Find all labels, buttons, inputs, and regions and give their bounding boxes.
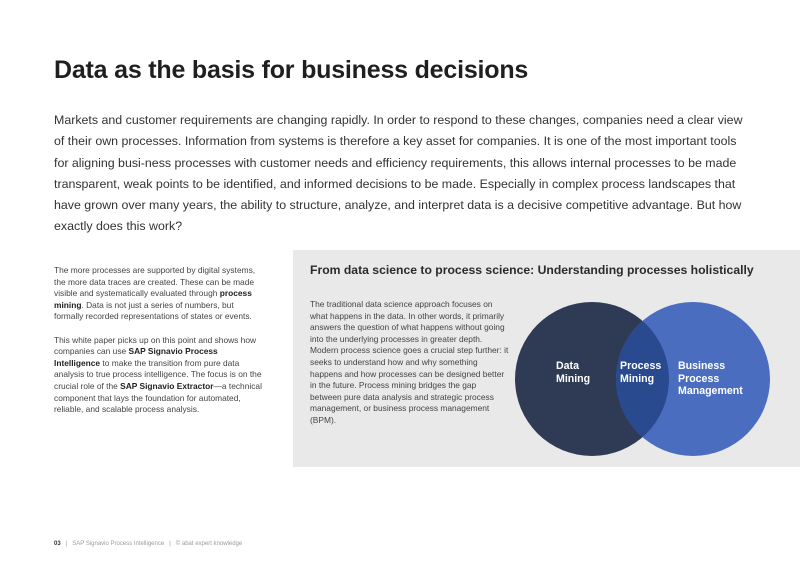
panel-text: The traditional data science approach focuses on what happens in the data. In other words, it primarily answers the question of what happens without going into the underlying processes in greater depth. Modern process science goes a crucial step further: it seeks to understand how and why something happens and how processes can be designed better in the future. Process mining bridges the gap between pure data analysis and strategic process management, or business process management (BPM). — [310, 299, 509, 425]
venn-label-data-mining: Data Mining — [556, 360, 591, 385]
venn-label-bpm: Business Process Management — [678, 360, 743, 398]
venn-diagram — [515, 302, 771, 457]
footer-copyright: © abat expert knowledge — [175, 541, 243, 547]
left-paragraph-1: The more processes are supported by digital systems, the more data traces are created. These can be made visible and systematically evaluated through process mining. Data is not just a series of numbers, but formally recorded representations of states or events. — [54, 265, 256, 322]
panel-title: From data science to process science: Understanding processes holistically — [310, 263, 754, 277]
emphasis-process-mining: process mining — [54, 288, 252, 310]
info-panel — [293, 250, 800, 467]
left-paragraph-2: This white paper picks up on this point and shows how companies can use SAP Signavio Process Intelligence to make the transition from pure data analysis to true process intelligence. The focus is on the crucial role of the SAP Signavio Extractor—a technical component that lays the foundation for automated, reliable, and scalable process analysis. — [54, 334, 262, 415]
left-column — [54, 265, 264, 427]
page-number: 03 — [54, 541, 61, 547]
emphasis-process-intelligence: SAP Signavio Process Intelligence — [54, 346, 218, 368]
page-footer: 03 | SAP Signavio Process Intelligence | © abat expert knowledge — [54, 541, 243, 547]
intro-paragraph: Markets and customer requirements are changing rapidly. In order to respond to these changes, companies need a clear view of their own processes. Information from systems is therefore a key asset for companies. It is one of the most important tools for aligning busi-ness processes with customer needs and efficiency requirements, this allows internal processes to be made transparent, weak points to be identified, and informed decisions to be made. Especially in complex process landscapes that have grown over many years, the ability to structure, analyze, and interpret data is a decisive competitive advantage. But how exactly does this work? — [54, 113, 743, 234]
page-title: Data as the basis for business decisions — [54, 56, 529, 84]
footer-product: SAP Signavio Process Intelligence — [72, 541, 165, 547]
venn-label-process-mining: Process Mining — [620, 360, 662, 385]
emphasis-extractor: SAP Signavio Extractor — [120, 380, 214, 391]
